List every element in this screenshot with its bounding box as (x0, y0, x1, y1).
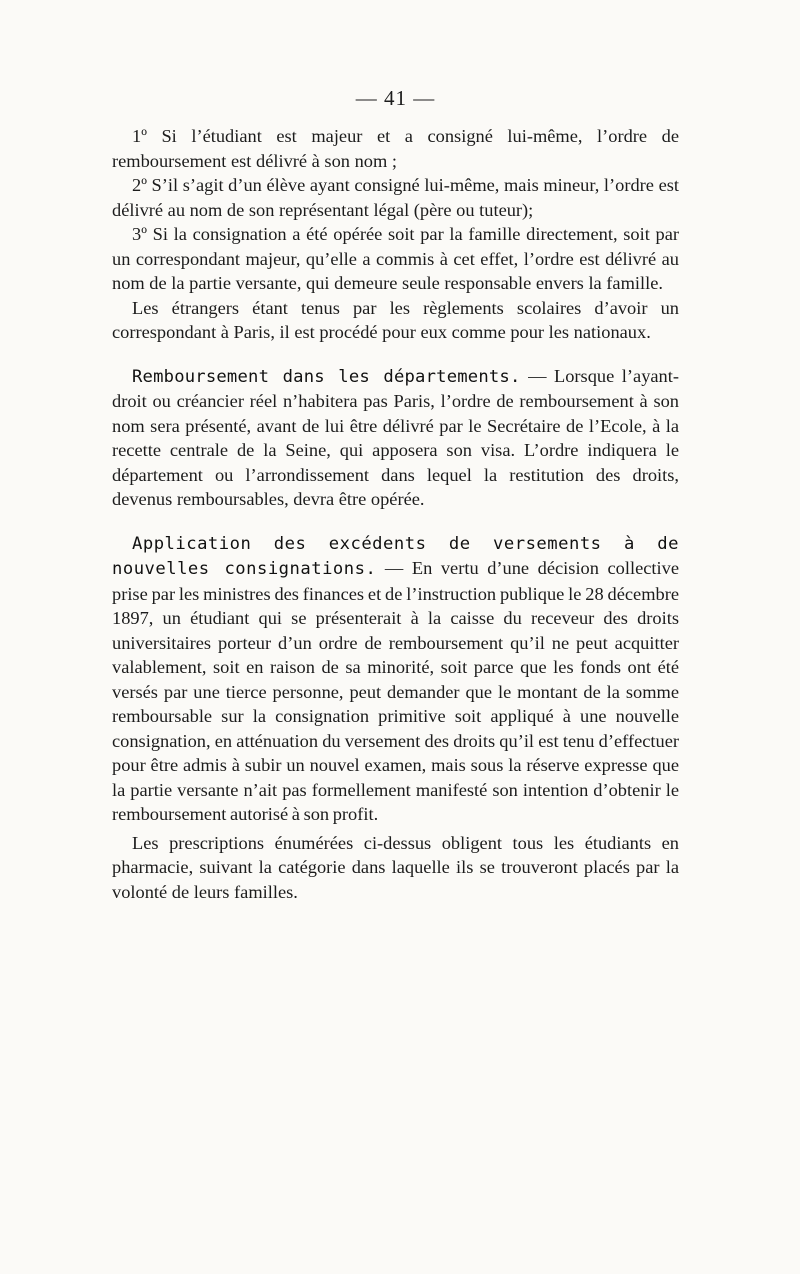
section-heading-departements: Remboursement dans les départements. (132, 366, 521, 387)
paragraph-etrangers: Les étrangers étant tenus par les règlements scolaires d’avoir un correspondant à Paris, il est procédé pour eux comme pour les nationaux. (112, 297, 679, 342)
page-number: — 41 — (355, 86, 436, 110)
section-departements (112, 364, 679, 512)
book-page (112, 84, 679, 904)
paragraph-mineur: 2º S’il s’agit d’un élève ayant consigné lui-même, mais mineur, l’ordre est délivré au nom de son représentant légal (père ou tuteur); (112, 175, 679, 220)
section-body-departements: — Lorsque l’ayant-droit ou créancier réel n’habitera pas Paris, l’ordre de remboursement à son nom sera présenté, avant de lui être délivré par le Secrétaire de l’Ecole, à la recette centrale de la Seine, qui apposera son visa. L’ordre indiquera le département ou l’arrondissement dans lequel la restitution des droits, devenus remboursables, devra être opérée. (112, 365, 679, 509)
section-spacer (112, 512, 679, 531)
paragraph-famille: 3º Si la consignation a été opérée soit par la famille directement, soit par un correspondant majeur, qu’elle a commis à cet effet, l’ordre est délivré au nom de la partie versante, qui demeure seule responsable envers la famille. (112, 224, 679, 293)
closing-paragraph: Les prescriptions énumérées ci-dessus obligent tous les étudiants en pharmacie, suivant la catégorie dans laquelle ils se trouveront placés par la volonté de leurs familles. (112, 832, 679, 902)
section-heading-excedents: Application des excédents de versements à de nouvelles consignations. (112, 533, 679, 579)
section-excedents (112, 531, 679, 827)
section-spacer (112, 345, 679, 364)
paragraph-majeur: 1º Si l’étudiant est majeur et a consigné lui-même, l’ordre de remboursement est délivré à son nom ; (112, 126, 679, 171)
section-body-excedents: — En vertu d’une décision collective prise par les ministres des finances et de l’instruction publique le 28 décembre 1897, un étudiant qui se présenterait à la caisse du receveur des droits universitaires porteur d’un ordre de remboursement qu’il ne peut acquitter valablement, soit en raison de sa minorité, soit parce que les fonds ont été versés par une tierce personne, peut demander que le montant de la somme remboursable sur la consignation primitive soit appliqué à une nouvelle consignation, en atténuation du versement des droits qu’il est tenu d’effectuer pour être admis à subir un nouvel examen, mais sous la réserve expresse que la partie versante n’ait pas formellement manifesté son intention d’obtenir le remboursement autorisé à son profit. (112, 558, 679, 824)
